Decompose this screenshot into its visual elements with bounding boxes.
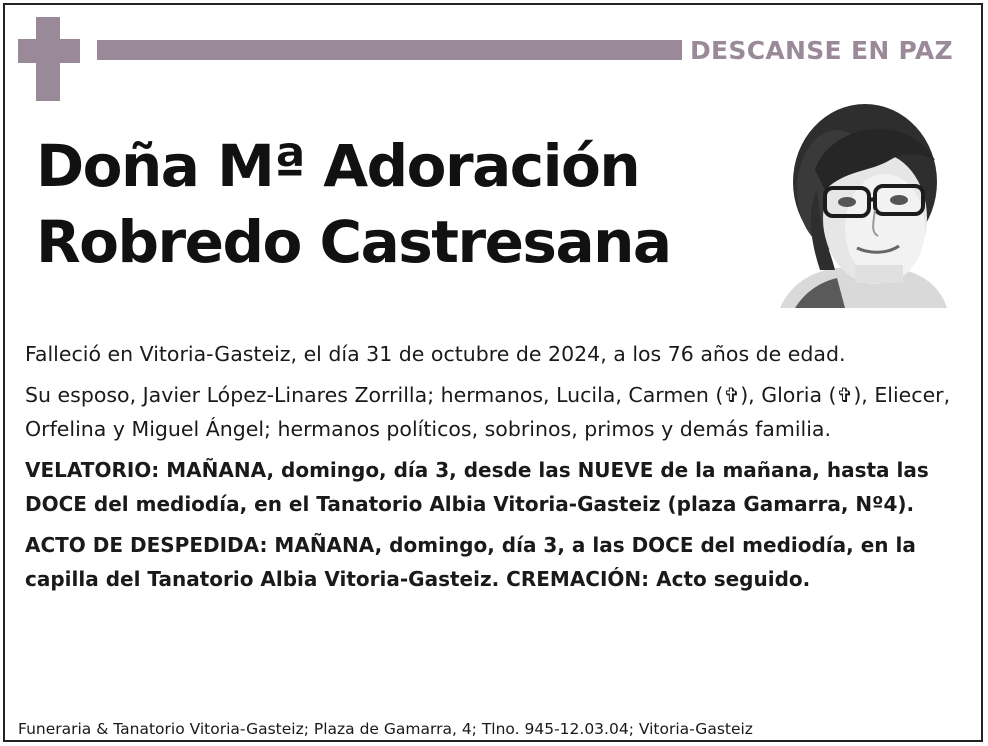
family-text-2: ), Gloria ( xyxy=(740,383,837,407)
funeral-home-footer: Funeraria & Tanatorio Vitoria-Gasteiz; Plaza de Gamarra, 4; Tlno. 945-12.03.04; Vitoria-Gasteiz xyxy=(18,720,753,738)
family-text-3: ), Eliecer, Orfelina y Miguel Ángel; hermanos políticos, sobrinos, primos y demás familia. xyxy=(25,383,951,441)
small-cross-icon: ✞ xyxy=(723,383,741,407)
family-text-1: Su esposo, Javier López-Linares Zorrilla; hermanos, Lucila, Carmen ( xyxy=(25,383,724,407)
small-cross-icon: ✞ xyxy=(836,383,854,407)
despedida-info: ACTO DE DESPEDIDA: MAÑANA, domingo, día 3, a las DOCE del mediodía, en la capilla del Tanatorio Albia Vitoria-Gasteiz. CREMACIÓN: Acto seguido. xyxy=(25,533,916,591)
name-line-1: Doña Mª Adoración xyxy=(36,132,640,200)
deceased-name xyxy=(36,128,766,280)
name-line-2: Robredo Castresana xyxy=(36,208,671,276)
family-list xyxy=(25,378,967,446)
portrait-photo-icon xyxy=(775,100,950,308)
rip-heading: DESCANSE EN PAZ xyxy=(690,36,953,65)
cross-icon xyxy=(18,17,80,101)
notice-body xyxy=(25,337,967,603)
header-bar xyxy=(97,40,682,60)
portrait-photo xyxy=(775,100,950,308)
velatorio-info: VELATORIO: MAÑANA, domingo, día 3, desde las NUEVE de la mañana, hasta las DOCE del mediodía, en el Tanatorio Albia Vitoria-Gasteiz (plaza Gamarra, Nº4). xyxy=(25,458,929,516)
death-info: Falleció en Vitoria-Gasteiz, el día 31 de octubre de 2024, a los 76 años de edad. xyxy=(25,342,846,366)
